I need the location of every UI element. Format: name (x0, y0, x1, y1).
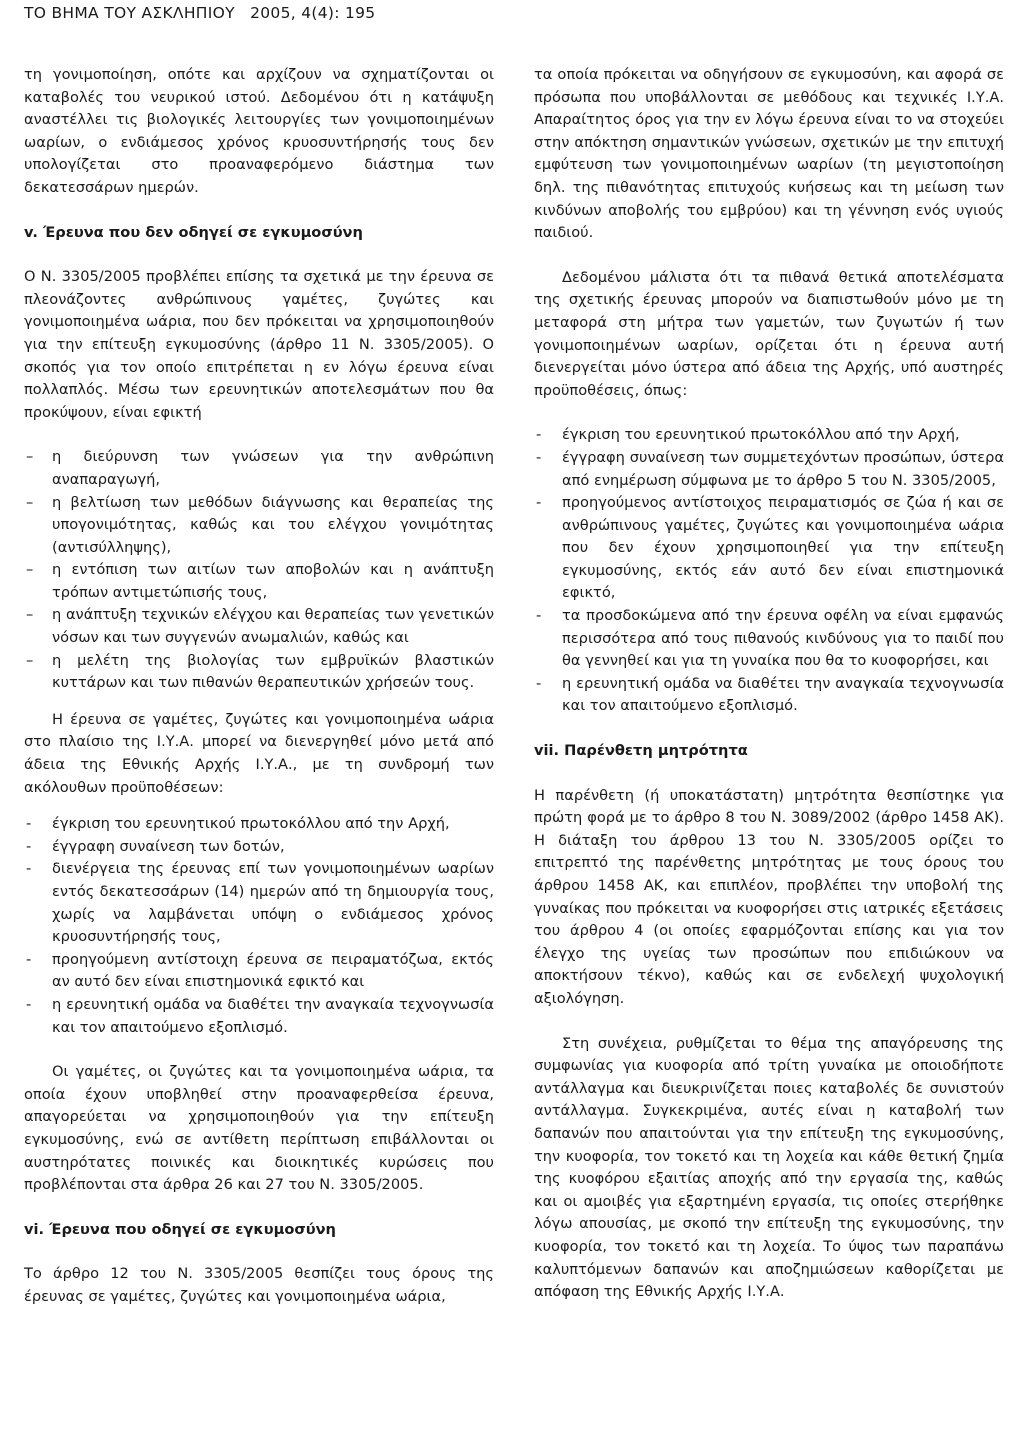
requirements-list (534, 424, 1004, 718)
issue-info: 2005, 4(4): 195 (250, 4, 376, 22)
paragraph: τη γονιμοποίηση, οπότε και αρχίζουν να σχηματίζονται οι καταβολές του νευρικού ιστού. Δεδομένου ότι η κατάψυξη αναστέλλει τις βιολογικές λειτουργίες των γονιμοποιημένων ωαρίων, ο ενδιάμεσος χρόνος κρυοσυντήρησής τους δεν υπολογίζεται στο προαναφερόμενο διάστημα των δεκατεσσάρων ημερών. (24, 66, 494, 196)
paragraph: τα οποία πρόκειται να οδηγήσουν σε εγκυμοσύνη, και αφορά σε πρόσωπα που υποβάλλονται σε μεθόδους και τεχνικές Ι.Υ.Α. Απαραίτητος όρος για την εν λόγω έρευνα είναι το να στοχεύει στην απόκτηση σημαντικών γνώσεων, σχετικών με την επιτυχή εμφύτευση των γονιμοποιημένων ωαρίων (τη μεγιστοποίηση δηλ. της πιθανότητας επιτυχούς κυήσεως και τη μείωση των κινδύνων αποβολής του εμβρύου) και τη γέννηση ενός υγιούς παιδιού. (534, 66, 1004, 242)
list-item: - έγγραφη συναίνεση των δοτών, (24, 836, 494, 859)
paragraph: Οι γαμέτες, οι ζυγώτες και τα γονιμοποιημένα ωάρια, τα οποία έχουν υποβληθεί στην προαναφερθείσα έρευνα, απαγορεύεται να χρησιμοποιηθούν για την επίτευξη εγκυμοσύνης, ενώ σε αντίθετη περίπτωση επιβάλλονται οι αυστηρότατες ποινικές και διοικητικές κυρώσεις που προβλέπονται στα άρθρα 26 και 27 του Ν. 3305/2005. (24, 1063, 494, 1194)
research-purposes-list (24, 446, 494, 695)
section-heading-v: v. Έρευνα που δεν οδηγεί σε εγκυμοσύνη (24, 223, 363, 241)
paragraph: Η παρένθετη (ή υποκατάστατη) μητρότητα θεσπίστηκε για πρώτη φορά με το άρθρο 8 του Ν. 3089/2002 (άρθρο 1458 ΑΚ). Η διάταξη του άρθρου 13 του Ν. 3305/2005 ορίζει το επιτρεπτό της παρένθετης μητρότητας με τους όρους του άρθρου 1458 ΑΚ, και επιπλέον, προβλέπει την υποβολή της γυναίκας που πρόκειται να κυοφορήσει στις ιατρικές εξετάσεις του άρθρου 4 (οι οποίες εφαρμόζονται επίσης και για τον έλεγχο της υγείας των προσώπων που επιδιώκουν να αποκτήσουν τέκνο), καθώς και σε ενδελεχή ψυχολογική αξιολόγηση. (534, 786, 1004, 1007)
left-column (24, 64, 494, 1309)
paragraph: Ο Ν. 3305/2005 προβλέπει επίσης τα σχετικά με την έρευνα σε πλεονάζοντες ανθρώπινους γαμέτες, ζυγώτες και γονιμοποιημένα ωάρια, που δεν πρόκειται να χρησιμοποιηθούν για την επίτευξη εγκυμοσύνης (άρθρο 11 Ν. 3305/2005). Ο σκοπός για τον οποίο επιτρέπεται η εν λόγω έρευνα είναι πολλαπλός. Μέσω των ερευνητικών αποτελεσμάτων που θα προκύψουν, είναι εφικτή (24, 268, 494, 421)
list-item: – η βελτίωση των μεθόδων διάγνωσης και θεραπείας της υπογονιμότητας, καθώς και του ελέγχου γονιμότητας (αντισύλληψης), (24, 492, 494, 560)
list-item: - προηγούμενος αντίστοιχος πειραματισμός σε ζώα ή και σε ανθρώπινους γαμέτες, ζυγώτες και γονιμοποιημένα ωάρια που δεν έχουν χρησιμοποιηθεί για την επίτευξη εγκυμοσύνης, εκτός εάν αυτό δεν είναι επιστημονικά εφικτό, (534, 492, 1004, 605)
list-item: - διενέργεια της έρευνας επί των γονιμοποιημένων ωαρίων εντός δεκατεσσάρων (14) ημερών από τη δημιουργία τους, χωρίς να λαμβάνεται υπόψη ο ενδιάμεσος χρόνος κρυοσυντήρησής τους, (24, 858, 494, 948)
list-item: - η ερευνητική ομάδα να διαθέτει την αναγκαία τεχνογνωσία και τον απαιτούμενο εξοπλισμό. (534, 673, 1004, 718)
paragraph: Η έρευνα σε γαμέτες, ζυγώτες και γονιμοποιημένα ωάρια στο πλαίσιο της Ι.Υ.Α. μπορεί να διενεργηθεί μόνο μετά από άδεια της Εθνικής Αρχής Ι.Υ.Α., με τη συνδρομή των ακόλουθων προϋποθέσεων: (24, 710, 494, 796)
list-item: - τα προσδοκώμενα από την έρευνα οφέλη να είναι εμφανώς περισσότερα από τους πιθανούς κινδύνους για το παιδί που θα γεννηθεί και για τη γυναίκα που θα το κυοφορήσει, και (534, 605, 1004, 673)
paragraph: Στη συνέχεια, ρυθμίζεται το θέμα της απαγόρευσης της συμφωνίας για κυοφορία από τρίτη γυναίκα με οποιοδήποτε αντάλλαγμα και διευκρινίζεται ποιες καταβολές δε συνιστούν αντάλλαγμα. Συγκεκριμένα, αυτές είναι η καταβολή των δαπανών που απαιτούνται για την επίτευξη της εγκυμοσύνης, την κυοφορία, τον τοκετό και τη λοχεία και κάθε θετική ζημία της κυοφόρου εξαιτίας αποχής από την εργασία της, καθώς και οι αμοιβές για εξαρτημένη εργασία, τις οποίες στερήθηκε λόγω απουσίας, με σκοπό την επίτευξη της εγκυμοσύνης, την κυοφορία, τον τοκετό και τη λοχεία. Το ύψος των παραπάνω καλυπτόμενων δαπανών και αποζημιώσεων καθορίζεται με απόφαση της Εθνικής Αρχής Ι.Υ.Α. (534, 1034, 1004, 1301)
list-item: - προηγούμενη αντίστοιχη έρευνα σε πειραματόζωα, εκτός αν αυτό δεν είναι επιστημονικά εφικτό και (24, 949, 494, 994)
section-heading-vii: vii. Παρένθετη μητρότητα (534, 742, 748, 760)
list-item: - έγγραφη συναίνεση των συμμετεχόντων προσώπων, ύστερα από ενημέρωση σύμφωνα με το άρθρο 5 του Ν. 3305/2005, (534, 447, 1004, 492)
list-item: – η διεύρυνση των γνώσεων για την ανθρώπινη αναπαραγωγή, (24, 446, 494, 491)
list-item: - η ερευνητική ομάδα να διαθέτει την αναγκαία τεχνογνωσία και τον απαιτούμενο εξοπλισμό. (24, 994, 494, 1039)
paragraph: Το άρθρο 12 του Ν. 3305/2005 θεσπίζει τους όρους της έρευνας σε γαμέτες, ζυγώτες και γονιμοποιημένα ωάρια, (24, 1265, 494, 1305)
right-column (534, 64, 1004, 1304)
list-item: – η μελέτη της βιολογίας των εμβρυϊκών βλαστικών κυττάρων και των πιθανών θεραπευτικών χρήσεών τους. (24, 650, 494, 695)
list-item: – η εντόπιση των αιτίων των αποβολών και η ανάπτυξη τρόπων αντιμετώπισής τους, (24, 559, 494, 604)
list-item: – η ανάπτυξη τεχνικών ελέγχου και θεραπείας των γενετικών νόσων και των συγγενών ανωμαλιών, καθώς και (24, 604, 494, 649)
section-heading-vi: vi. Έρευνα που οδηγεί σε εγκυμοσύνη (24, 1220, 336, 1238)
conditions-list (24, 813, 494, 1039)
list-item: - έγκριση του ερευνητικού πρωτοκόλλου από την Αρχή, (534, 424, 1004, 447)
journal-name: ΤΟ ΒΗΜΑ ΤΟΥ ΑΣΚΛΗΠΙΟΥ (24, 4, 235, 22)
running-header (24, 4, 375, 22)
list-item: - έγκριση του ερευνητικού πρωτοκόλλου από την Αρχή, (24, 813, 494, 836)
paragraph: Δεδομένου μάλιστα ότι τα πιθανά θετικά αποτελέσματα της σχετικής έρευνας μπορούν να διαπιστωθούν μόνο με τη μεταφορά στη μήτρα των γαμετών, των ζυγωτών ή των γονιμοποιημένων ωαρίων, ορίζεται ότι η έρευνα αυτή διενεργείται μόνο ύστερα από άδεια της Αρχής, υπό αυστηρές προϋποθέσεις, όπως: (534, 268, 1004, 399)
